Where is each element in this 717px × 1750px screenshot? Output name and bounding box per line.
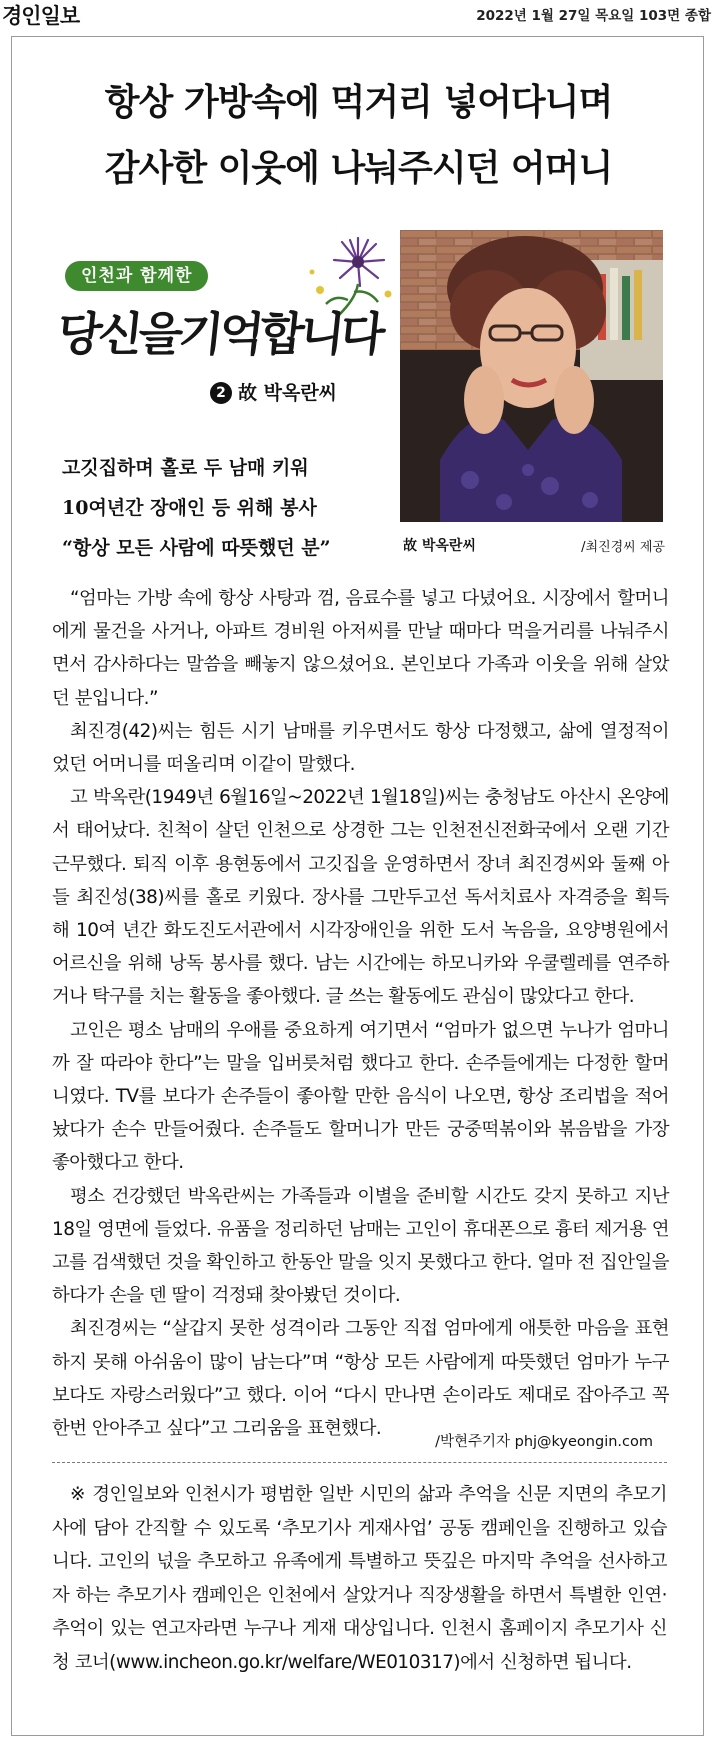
article-body — [52, 582, 669, 1445]
subheadline: “항상 모든 사람에 따뜻했던 분” — [62, 537, 331, 559]
subheadline: 고깃집하며 홀로 두 남매 키워 — [62, 457, 309, 479]
body-paragraph: 평소 건강했던 박옥란씨는 가족들과 이별을 준비할 시간도 갖지 못하고 지난 18일 영면에 들었다. 유품을 정리하던 남매는 고인이 휴대폰으로 흉터 제거용 연고를 검색했던 것을 확인하고 한동안 말을 잇지 못했다고 한다. 얼마 전 집안일을 하다가 손을 덴 딸이 걱정돼 찾아봤던 것이다. — [52, 1185, 669, 1307]
headline-line-2: 감사한 이웃에 나눠주시던 어머니 — [104, 148, 613, 189]
campaign-notice — [52, 1478, 667, 1680]
headline-line-1: 항상 가방속에 먹거리 넣어다니며 — [104, 82, 613, 123]
dateline: 2022년 1월 27일 목요일 103면 종합 — [476, 8, 711, 24]
episode-name: 故 박옥란씨 — [238, 382, 338, 404]
portrait-illustration — [400, 230, 663, 522]
series-logo — [54, 250, 385, 410]
campaign-notice-text: ※ 경인일보와 인천시가 평범한 일반 시민의 삶과 추억을 신문 지면의 추모기사에 담아 간직할 수 있도록 ‘추모기사 게재사업’ 공동 캠페인을 진행하고 있습니다. 고인의 넋을 추모하고 유족에게 특별하고 뜻깊은 마지막 추억을 선사하고자 하는 추모기사 캠페인은 인천에서 살았거나 직장생활을 하면서 특별한 인연·추억이 있는 연고자라면 누구나 게재 대상입니다. 인천시 홈페이지 추모기사 신청 코너(www.incheon.go.kr/welfare/WE010317)에서 신청하면 됩니다. — [52, 1484, 667, 1673]
body-paragraph: “엄마는 가방 속에 항상 사탕과 껌, 음료수를 넣고 다녔어요. 시장에서 할머니에게 물건을 사거나, 아파트 경비원 아저씨를 만날 때마다 먹을거리를 나눠주시면서 감사하다는 말씀을 빼놓지 않으셨어요. 본인보다 가족과 이웃을 위해 살았던 분입니다.” — [52, 588, 669, 709]
body-paragraph: 고 박옥란(1949년 6월16일~2022년 1월18일)씨는 충청남도 아산시 온양에서 태어났다. 친척이 살던 인천으로 상경한 그는 인천전신전화국에서 오랜 기간 근무했다. 퇴직 이후 용현동에서 고깃집을 운영하면서 장녀 최진경씨와 둘째 아들 최진성(38)씨를 홀로 키웠다. 장사를 그만두고선 독서치료사 자격증을 획득해 10여 년간 화도진도서관에서 시각장애인을 위한 도서 녹음을, 요양병원에서 어르신을 위해 낭독 봉사를 했다. 남는 시간에는 하모니카와 우쿨렐레를 연주하거나 탁구를 치는 활동을 좋아했다. 글 쓰는 활동에도 관심이 많았다고 한다. — [52, 787, 669, 1008]
episode-label — [210, 378, 337, 405]
body-paragraph: 고인은 평소 남매의 우애를 중요하게 여기면서 “엄마가 없으면 누나가 엄마니까 잘 따라야 한다”는 말을 입버릇처럼 했다고 한다. 손주들에게는 다정한 할머니였다. TV를 보다가 손주들이 좋아할 만한 음식이 나오면, 항상 조리법을 적어놨다가 손수 만들어줬다. 손주들도 할머니가 만든 궁중떡볶이와 볶음밥을 가장 좋아했다고 한다. — [52, 1019, 669, 1174]
portrait-photo — [400, 230, 663, 522]
body-paragraph: 최진경씨는 “살갑지 못한 성격이라 그동안 직접 엄마에게 애틋한 마음을 표현하지 못해 아쉬움이 많이 남는다”며 “항상 모든 사람에게 따뜻했던 엄마가 누구보다도 자랑스러웠다”고 했다. 이어 “다시 만나면 손이라도 제대로 잡아주고 꼭 한번 안아주고 싶다”고 그리움을 표현했다. — [52, 1318, 669, 1440]
body-paragraph: 최진경(42)씨는 힘든 시기 남매를 키우면서도 항상 다정했고, 삶에 열정적이었던 어머니를 떠올리며 이같이 말했다. — [52, 720, 669, 776]
series-title: 당신을기억합니다 — [54, 307, 385, 361]
subheadline: 10여년간 장애인 등 위해 봉사 — [62, 497, 317, 519]
newspaper-name: 경인일보 — [2, 3, 80, 28]
episode-number-badge: 2 — [210, 382, 232, 404]
photo-caption-name: 故 박옥란씨 — [403, 538, 476, 554]
masthead — [0, 0, 717, 30]
photo-credit: /최진경씨 제공 — [581, 540, 665, 555]
dashed-divider — [52, 1462, 667, 1463]
subheadlines — [62, 448, 392, 568]
reporter-byline: /박현주기자 phj@kyeongin.com — [435, 1434, 653, 1450]
series-tagline: 인천과 함께한 — [65, 261, 208, 291]
